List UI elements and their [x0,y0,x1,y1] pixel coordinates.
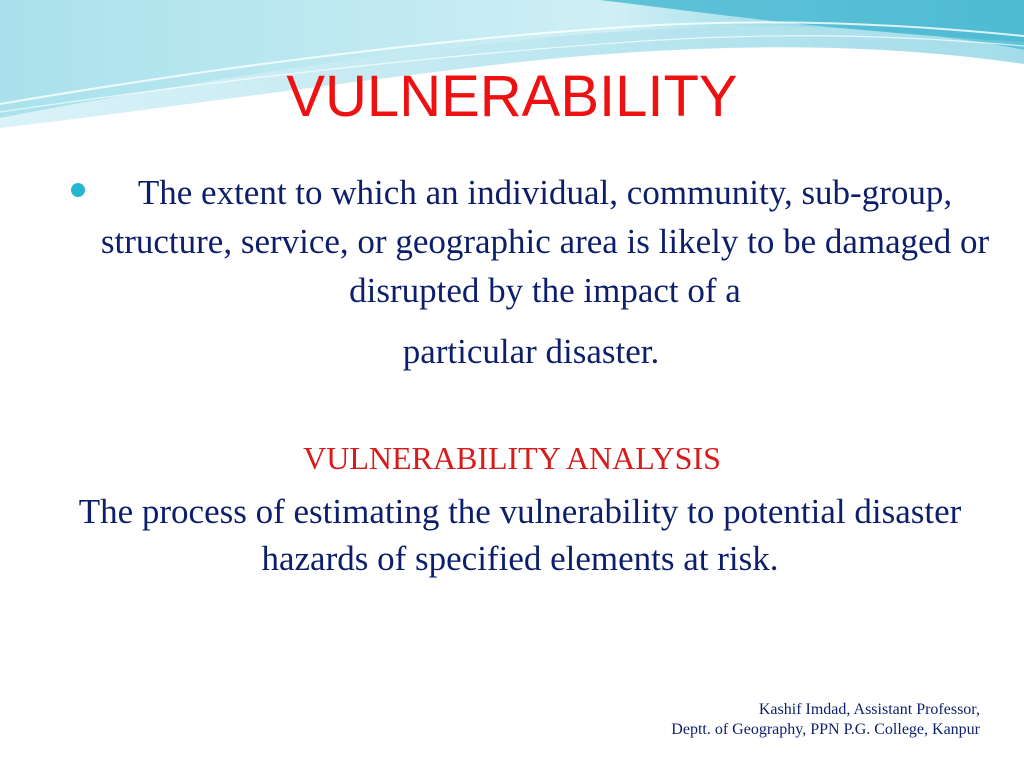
author-footer [380,700,980,740]
bullet-text-last-line: particular disaster. [402,332,660,371]
definition-text: The process of estimating the vulnerability to potential disaster hazards of specified elements at risk. [78,492,962,578]
bullet-paragraph [66,168,996,376]
bullet-text: The extent to which an individual, community, sub-group, structure, service, or geographic area is likely to be damaged or disrupted by the impact of a [100,173,990,310]
footer-line-institution: Deptt. of Geography, PPN P.G. College, Kanpur [671,721,980,738]
section-subheading: VULNERABILITY ANALYSIS [303,440,721,476]
footer-line-author: Kashif Imdad, Assistant Professor, [758,701,980,718]
slide-title: VULNERABILITY [286,64,738,129]
